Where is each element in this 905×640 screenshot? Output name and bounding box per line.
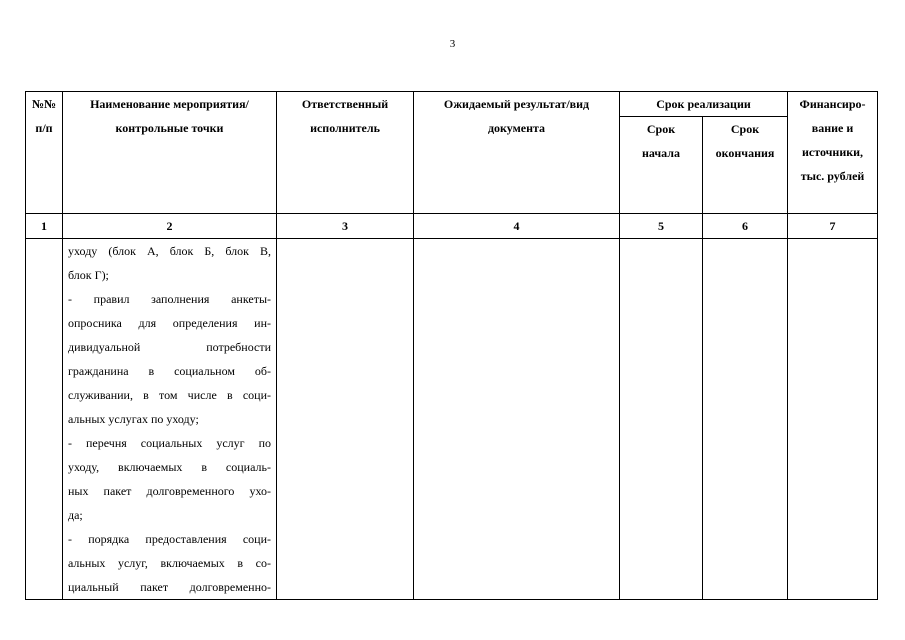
header-result-line: Ожидаемый результат/вид xyxy=(443,97,590,111)
financing-cell xyxy=(788,239,878,600)
text-line: уходу, включаемых в социаль- xyxy=(68,460,271,474)
column-number: 4 xyxy=(414,214,620,239)
header-number-line: №№ xyxy=(31,97,57,111)
text-line: уходу (блок А, блок Б, блок В, xyxy=(68,244,271,258)
header-financing xyxy=(788,92,878,214)
header-financing-line: источники, xyxy=(801,145,864,159)
header-responsible-line: исполнитель xyxy=(310,121,380,135)
text-line: ных пакет долговременного ухо- xyxy=(68,484,271,498)
text-line: циальный пакет долговременно- xyxy=(68,580,271,594)
header-expected-result xyxy=(414,92,620,214)
start-date-cell xyxy=(620,239,703,600)
text-line: опросника для определения ин- xyxy=(68,316,271,330)
page-number: 3 xyxy=(449,38,456,50)
column-number: 1 xyxy=(26,214,63,239)
activity-plan-table xyxy=(25,91,878,600)
header-start-line: Срок xyxy=(646,122,676,136)
header-financing-line: тыс. рублей xyxy=(800,169,865,183)
column-number: 3 xyxy=(277,214,414,239)
text-line: да; xyxy=(68,508,83,522)
text-line: служивании, в том числе в соци- xyxy=(68,388,271,402)
header-financing-line: вание и xyxy=(811,121,854,135)
column-number: 2 xyxy=(63,214,277,239)
header-start-date xyxy=(620,117,703,214)
header-end-date xyxy=(703,117,788,214)
header-start-line: начала xyxy=(641,146,681,160)
activity-text-cell xyxy=(63,239,277,600)
responsible-cell xyxy=(277,239,414,600)
header-activity-line: контрольные точки xyxy=(115,121,224,135)
text-line: - правил заполнения анкеты- xyxy=(68,292,271,306)
column-number: 5 xyxy=(620,214,703,239)
header-activity-line: Наименование мероприятия/ xyxy=(90,97,249,111)
end-date-cell xyxy=(703,239,788,600)
row-number-cell xyxy=(26,239,63,600)
text-line: - перечня социальных услуг по xyxy=(68,436,271,450)
expected-result-cell xyxy=(414,239,620,600)
text-line: альных услугах по уходу; xyxy=(68,412,199,426)
column-number: 7 xyxy=(788,214,878,239)
text-line: блок Г); xyxy=(68,268,109,282)
header-deadline-group: Срок реализации xyxy=(620,92,788,117)
header-end-line: Срок xyxy=(730,122,760,136)
header-activity-name xyxy=(63,92,277,214)
column-number-row xyxy=(26,214,878,239)
header-responsible-line: Ответственный xyxy=(301,97,389,111)
text-line: гражданина в социальном об- xyxy=(68,364,271,378)
text-line: альных услуг, включаемых в со- xyxy=(68,556,271,570)
header-number xyxy=(26,92,63,214)
header-result-line: документа xyxy=(487,121,546,135)
activity-text xyxy=(63,239,276,599)
text-line: - порядка предоставления соци- xyxy=(68,532,271,546)
header-end-line: окончания xyxy=(715,146,775,160)
column-number: 6 xyxy=(703,214,788,239)
header-number-line: п/п xyxy=(35,121,53,135)
header-financing-line: Финансиро- xyxy=(799,97,866,111)
header-responsible xyxy=(277,92,414,214)
text-line: дивидуальной потребности xyxy=(68,340,271,354)
table-row xyxy=(26,239,878,600)
